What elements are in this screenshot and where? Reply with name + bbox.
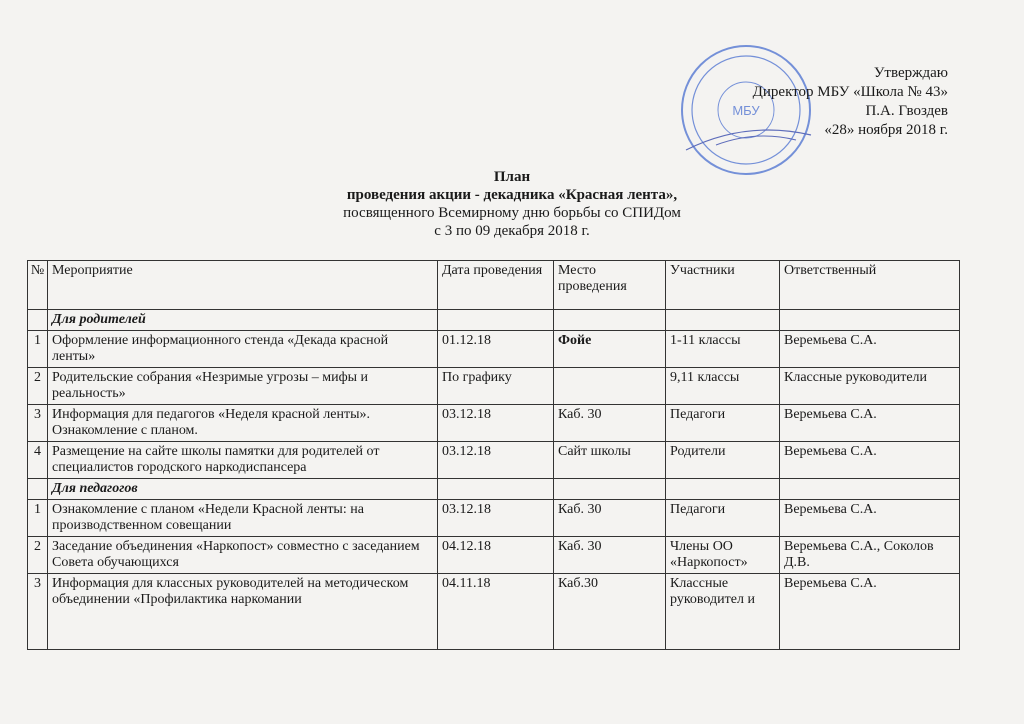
row-place: Каб.30: [554, 574, 666, 650]
header-cell: Место проведения: [554, 261, 666, 310]
row-num: 4: [28, 442, 48, 479]
approval-line-1: Утверждаю: [873, 65, 948, 81]
table-row: [28, 368, 960, 405]
row-event: Размещение на сайте школы памятки для родителей от специалистов городского наркодиспансера: [48, 442, 438, 479]
table-header-row: [28, 261, 960, 310]
row-responsible: Веремьева С.А., Соколов Д.В.: [780, 537, 960, 574]
row-responsible: Веремьева С.А.: [780, 574, 960, 650]
row-date: По графику: [438, 368, 554, 405]
approval-block: [753, 64, 948, 140]
row-num: 1: [28, 500, 48, 537]
row-event: Заседание объединения «Наркопост» совместно с заседанием Совета обучающихся: [48, 537, 438, 574]
row-event: Родительские собрания «Незримые угрозы – мифы и реальность»: [48, 368, 438, 405]
row-place: Сайт школы: [554, 442, 666, 479]
table-row: [28, 500, 960, 537]
row-num: 1: [28, 331, 48, 368]
row-participants: 1-11 классы: [666, 331, 780, 368]
row-date: 04.12.18: [438, 537, 554, 574]
row-place: Фойе: [554, 331, 666, 368]
row-responsible: Веремьева С.А.: [780, 442, 960, 479]
approval-line-3: П.А. Гвоздев: [865, 103, 948, 119]
title-line-1: План: [493, 169, 531, 185]
row-participants: Родители: [666, 442, 780, 479]
section-title: Для родителей: [48, 310, 438, 331]
section-row: [28, 479, 960, 500]
row-event: Оформление информационного стенда «Декада красной ленты»: [48, 331, 438, 368]
row-num: 3: [28, 405, 48, 442]
title-line-4: с 3 по 09 декабря 2018 г.: [434, 223, 590, 239]
title-line-2: проведения акции - декадника «Красная лента»,: [346, 187, 678, 203]
row-participants: Педагоги: [666, 405, 780, 442]
approval-line-2: Директор МБУ «Школа № 43»: [752, 84, 948, 100]
row-date: 03.12.18: [438, 500, 554, 537]
row-participants: Классные руководител и: [666, 574, 780, 650]
header-cell: Дата проведения: [438, 261, 554, 310]
row-place: [554, 368, 666, 405]
header-cell: Участники: [666, 261, 780, 310]
header-cell: №: [28, 261, 48, 310]
approval-line-4: «28» ноября 2018 г.: [824, 122, 948, 138]
row-participants: Педагоги: [666, 500, 780, 537]
row-date: 03.12.18: [438, 442, 554, 479]
row-responsible: Веремьева С.А.: [780, 405, 960, 442]
section-row: [28, 310, 960, 331]
row-place: Каб. 30: [554, 500, 666, 537]
table-row: [28, 537, 960, 574]
plan-table: [27, 260, 960, 650]
row-responsible: Веремьева С.А.: [780, 331, 960, 368]
row-participants: 9,11 классы: [666, 368, 780, 405]
row-responsible: Веремьева С.А.: [780, 500, 960, 537]
title-line-3: посвященного Всемирному дню борьбы со СПИДом: [343, 205, 681, 221]
row-date: 01.12.18: [438, 331, 554, 368]
row-num: 3: [28, 574, 48, 650]
header-cell: Мероприятие: [48, 261, 438, 310]
table-row: [28, 405, 960, 442]
row-date: 03.12.18: [438, 405, 554, 442]
row-event: Информация для педагогов «Неделя красной ленты». Ознакомление с планом.: [48, 405, 438, 442]
row-place: Каб. 30: [554, 405, 666, 442]
row-num: 2: [28, 537, 48, 574]
row-responsible: Классные руководители: [780, 368, 960, 405]
header-cell: Ответственный: [780, 261, 960, 310]
row-event: Информация для классных руководителей на методическом объединении «Профилактика наркомании: [48, 574, 438, 650]
row-place: Каб. 30: [554, 537, 666, 574]
table-row: [28, 331, 960, 368]
table-row: [28, 574, 960, 650]
svg-text:МБУ: МБУ: [732, 103, 760, 118]
document-title: [0, 168, 1024, 240]
row-participants: Члены ОО «Наркопост»: [666, 537, 780, 574]
row-num: 2: [28, 368, 48, 405]
table-row: [28, 442, 960, 479]
row-event: Ознакомление с планом «Недели Красной ленты: на производственном совещании: [48, 500, 438, 537]
row-date: 04.11.18: [438, 574, 554, 650]
section-title: Для педагогов: [48, 479, 438, 500]
